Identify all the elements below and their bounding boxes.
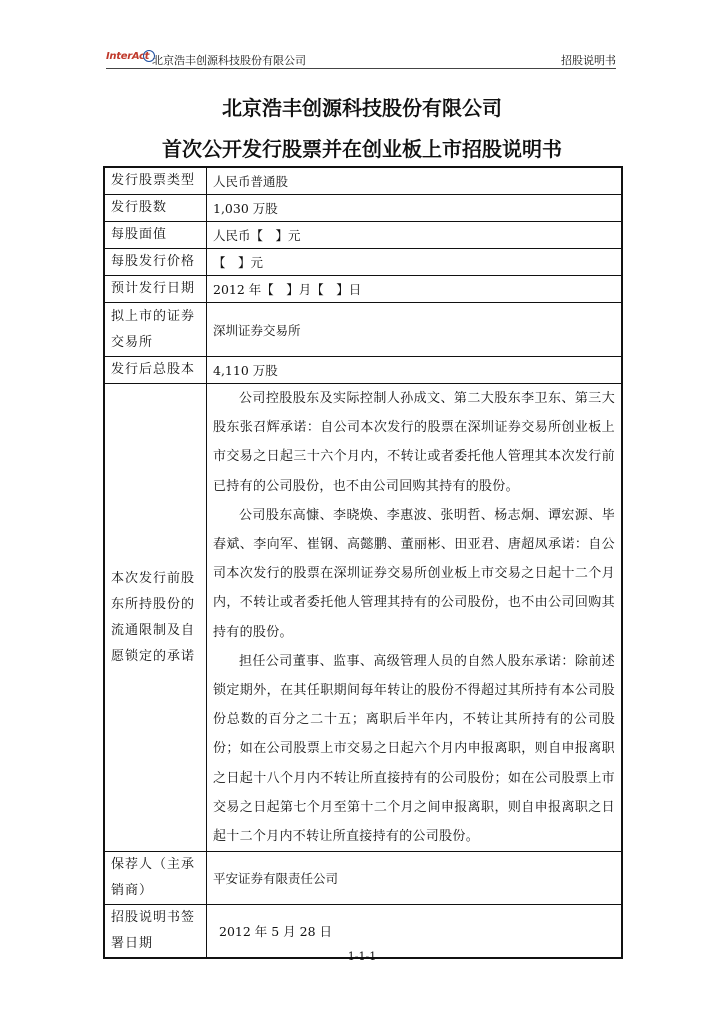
table-row (104, 357, 622, 384)
sign-date-label: 招股说明书签署日期 (104, 905, 207, 959)
title-document: 首次公开发行股票并在创业板上市招股说明书 (162, 137, 562, 161)
page-number: 1-1-1 (347, 950, 377, 963)
row-value: 1,030 万股 (207, 195, 623, 222)
row-value: 4,110 万股 (207, 357, 623, 384)
row-value: 2012 年【 】月【 】日 (207, 276, 623, 303)
row-label: 预计发行日期 (104, 276, 207, 303)
lockup-commitments (207, 384, 623, 852)
table-row (104, 303, 622, 357)
lockup-row (104, 384, 622, 852)
sponsor-value: 平安证券有限责任公司 (207, 852, 623, 905)
row-label: 发行股票类型 (104, 167, 207, 195)
lockup-paragraph: 公司股东高慷、李晓焕、李惠波、张明哲、杨志炯、谭宏源、毕春斌、李向军、崔钢、高懿鹏、董丽彬、田亚君、唐超凤承诺：自公司本次发行的股票在深圳证券交易所创业板上市交易之日起十二个月内，不转让或者委托他人管理其持有的公司股份，也不由公司回购其持有的股份。 (213, 507, 615, 640)
row-label: 每股发行价格 (104, 249, 207, 276)
table-row (104, 167, 622, 195)
sign-date-value: 2012 年 5 月 28 日 (207, 905, 623, 959)
row-value: 人民币【 】元 (207, 222, 623, 249)
row-label: 发行股数 (104, 195, 207, 222)
row-value: 【 】元 (207, 249, 623, 276)
lockup-label: 本次发行前股东所持股份的流通限制及自愿锁定的承诺 (104, 384, 207, 852)
table-row (104, 276, 622, 303)
row-label: 每股面值 (104, 222, 207, 249)
row-label: 拟上市的证券交易所 (104, 303, 207, 357)
lockup-paragraph: 公司控股股东及实际控制人孙成文、第二大股东李卫东、第三大股东张召辉承诺：自公司本次发行的股票在深圳证券交易所创业板上市交易之日起三十六个月内，不转让或者委托他人管理其本次发行前已持有的公司股份，也不由公司回购其持有的股份。 (213, 391, 615, 494)
row-label: 发行后总股本 (104, 357, 207, 384)
header-company: 北京浩丰创源科技股份有限公司 (152, 54, 306, 67)
table-row (104, 852, 622, 905)
lockup-paragraph: 担任公司董事、监事、高级管理人员的自然人股东承诺：除前述锁定期外，在其任职期间每年转让的股份不得超过其所持有本公司股份总数的百分之二十五；离职后半年内，不转让其所持有的公司股份；如在公司股票上市交易之日起六个月内申报离职，则自申报离职之日起十八个月内不转让所直接持有的公司股份；如在公司股票上市交易之日起第七个月至第十二个月之间申报离职，则自申报离职之日起十二个月内不转让所直接持有的公司股份。 (213, 653, 615, 845)
row-value: 深圳证券交易所 (207, 303, 623, 357)
sponsor-label: 保荐人（主承销商） (104, 852, 207, 905)
table-row (104, 249, 622, 276)
offering-summary-table (103, 166, 623, 959)
header-doc-type: 招股说明书 (561, 54, 616, 67)
table-row (104, 222, 622, 249)
title-company: 北京浩丰创源科技股份有限公司 (222, 96, 502, 120)
row-value: 人民币普通股 (207, 167, 623, 195)
company-logo: InterAct (106, 51, 150, 62)
page-header (106, 50, 616, 69)
table-row (104, 195, 622, 222)
